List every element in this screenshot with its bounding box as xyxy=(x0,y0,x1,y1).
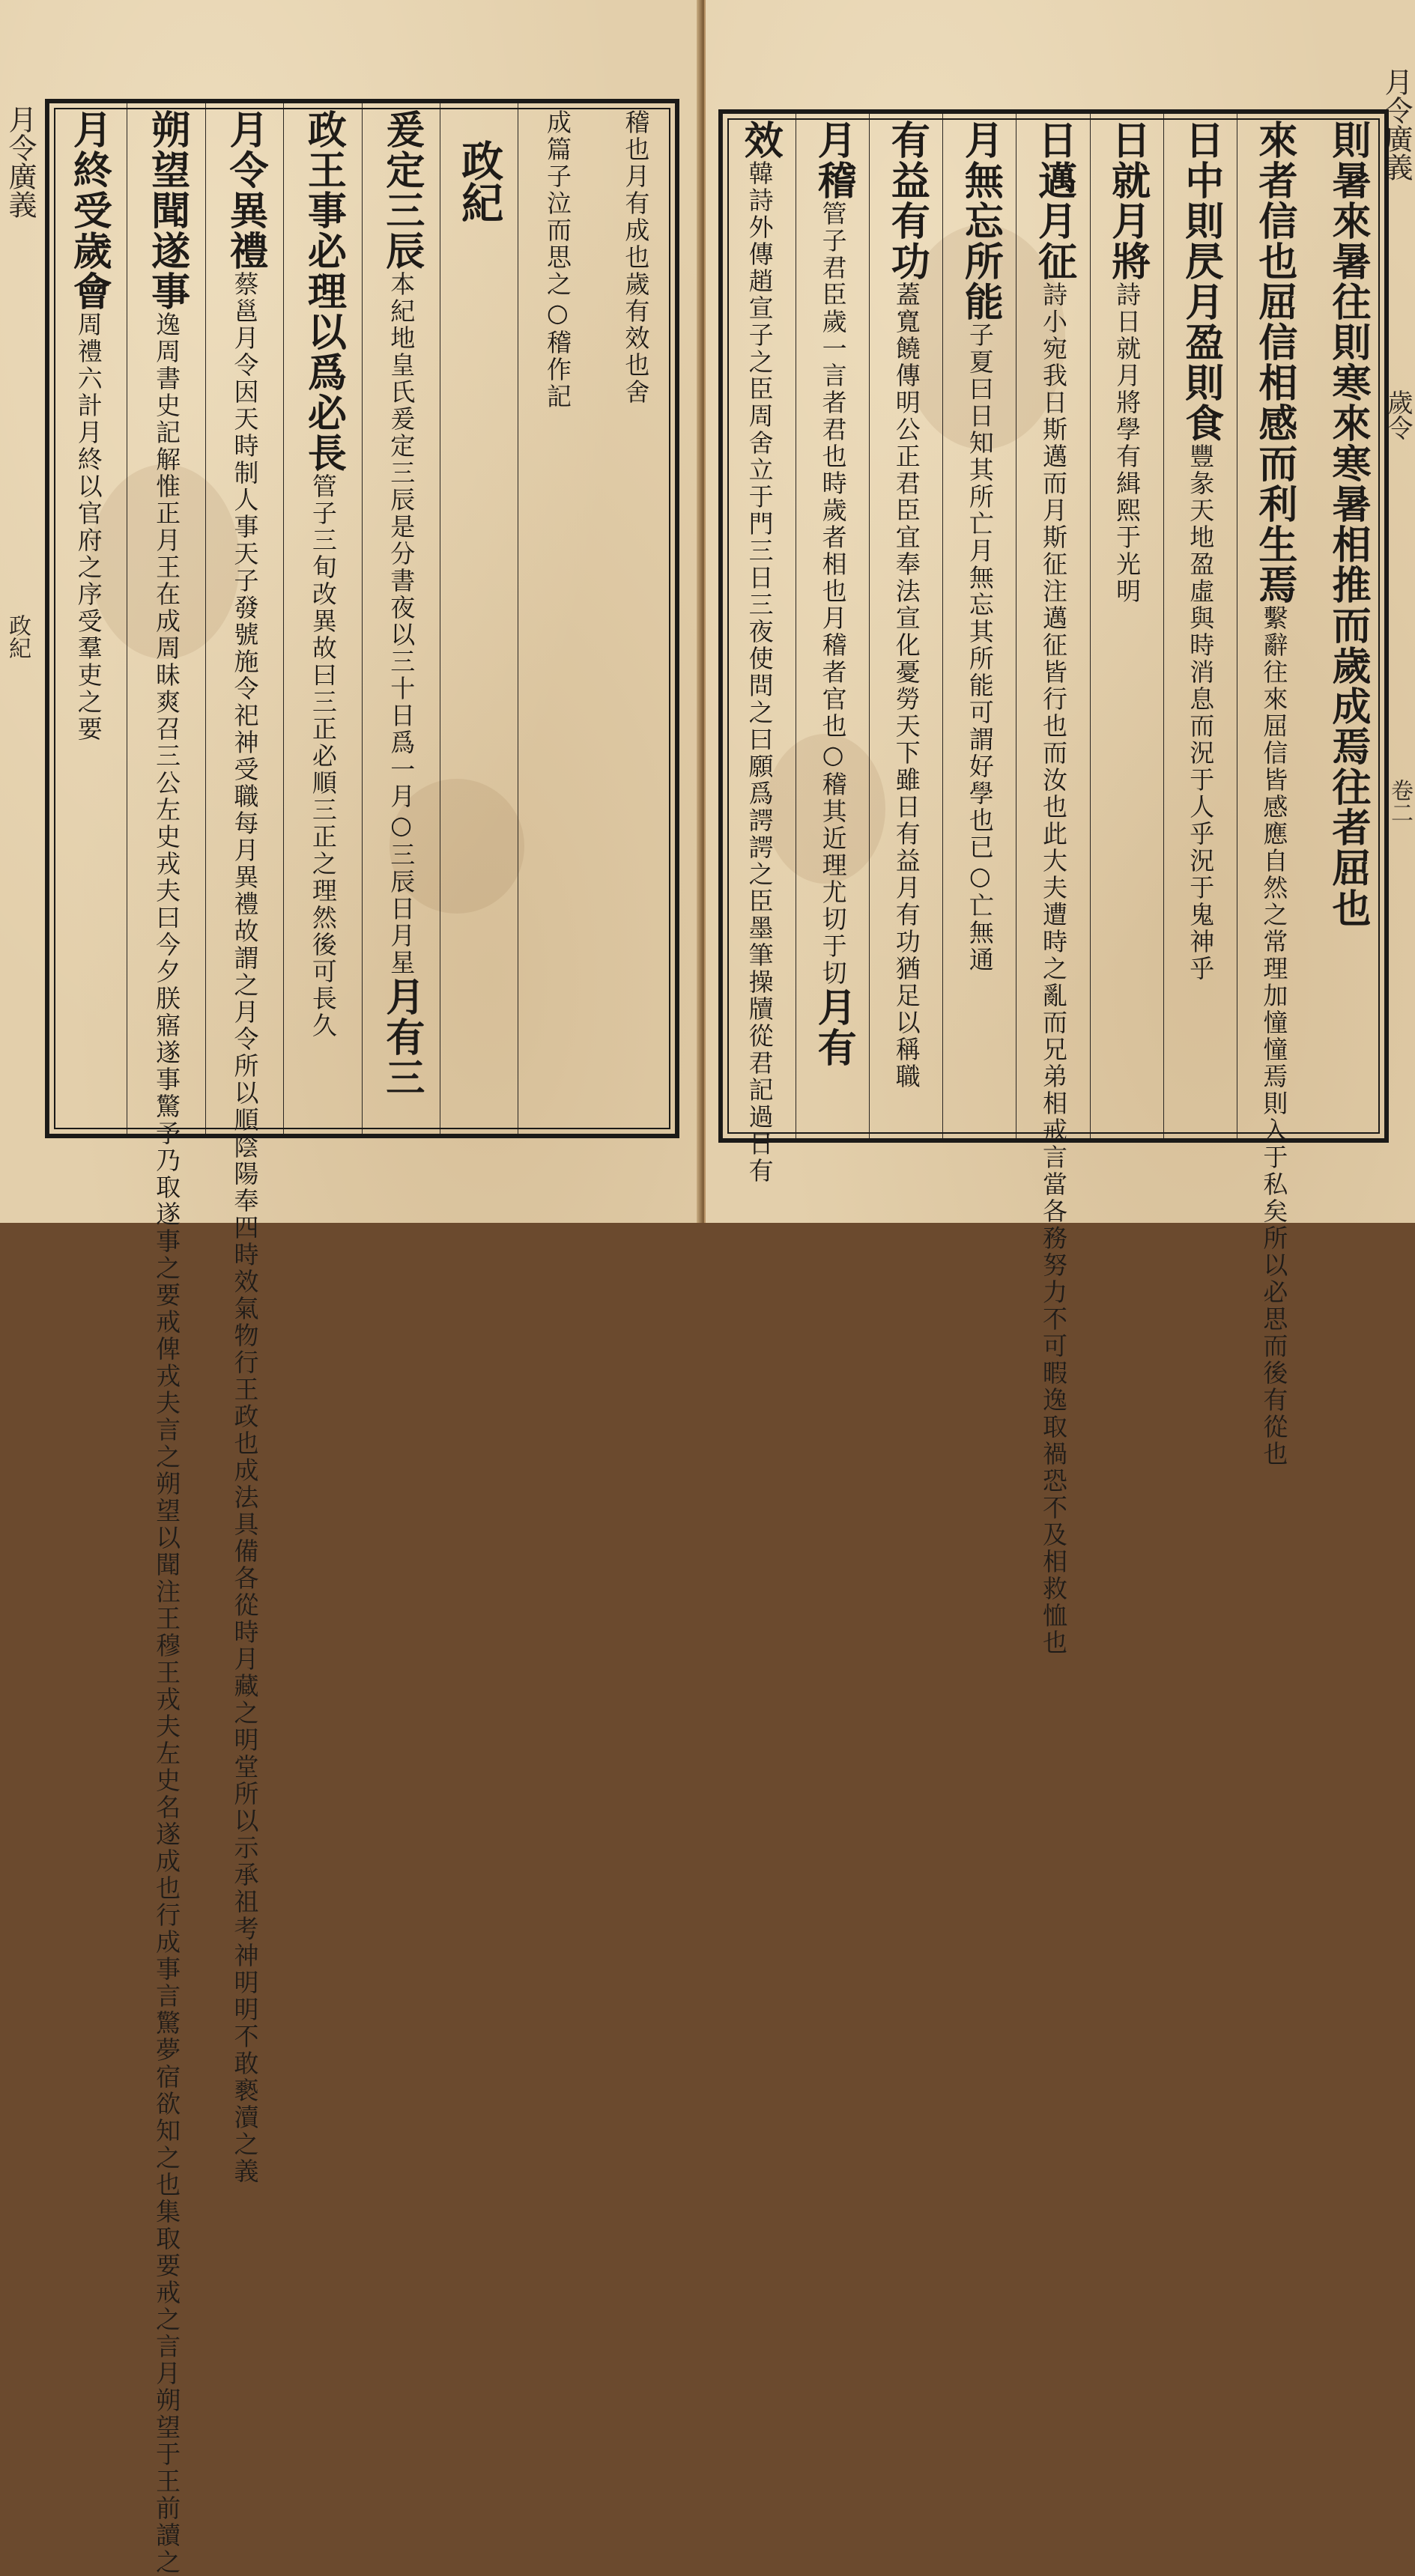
left-text-frame xyxy=(45,99,679,2576)
text-column xyxy=(440,103,518,1134)
commentary-text: 蔡邕月令因天時制人事天子發號施令祀神受職每月異禮故謂之月令所以順陰陽奉四時效氣物行王政也成法具備各從時月藏之明堂所以示承祖考神明明不敢褻瀆之義 xyxy=(230,271,260,2185)
right-margin-page: 卷二 xyxy=(1387,779,1413,824)
main-text: 來者信也屈信相感而利生焉 xyxy=(1251,120,1297,605)
text-column xyxy=(283,103,362,1134)
main-text: 有益有功 xyxy=(884,120,930,282)
main-text: 日邁月征 xyxy=(1031,120,1077,282)
left-margin-title: 月令廣義 xyxy=(4,105,37,219)
main-text: 月有 xyxy=(810,987,857,1068)
left-margin-chapter: 政紀 xyxy=(4,614,31,659)
left-columns xyxy=(49,103,675,2576)
main-text: 爰定三辰 xyxy=(378,109,425,271)
main-text: 月終受歲會 xyxy=(66,109,112,312)
commentary-text: 詩小宛我日斯邁而月斯征注邁征皆行也而汝也此大夫遭時之亂而兄弟相戒言當各務努力不可暇逸取禍恐不及相救恤也 xyxy=(1039,282,1068,1656)
text-column xyxy=(1016,114,1090,1656)
text-column xyxy=(869,114,943,1138)
main-text: 日中則昃月盈則食 xyxy=(1178,120,1224,443)
main-text: 月無忘所能 xyxy=(957,120,1004,322)
text-column xyxy=(49,103,127,1134)
main-text: 日就月將 xyxy=(1104,120,1151,282)
text-column xyxy=(518,103,596,1134)
commentary-text: 子夏曰日知其所亡月無忘其所能可謂好學也已○亡無通 xyxy=(965,322,995,973)
text-column xyxy=(1237,114,1311,1468)
commentary-text: 繫辭往來屈信皆感應自然之常理加憧憧焉則入于私矣所以必思而後有從也 xyxy=(1259,605,1289,1468)
text-column xyxy=(942,114,1016,1138)
right-page xyxy=(704,0,1415,1656)
commentary-text: 本紀地皇氏爰定三辰是分書夜以三十日爲一月○三辰日月星 xyxy=(387,271,416,976)
main-text: 月稽 xyxy=(810,120,857,201)
main-text: 效 xyxy=(737,120,784,160)
main-text: 月有三 xyxy=(378,976,425,1098)
commentary-text: 管子君臣歲一言者君也時歲者相也月稽者官也○稽其近理尤切于切 xyxy=(818,201,848,987)
commentary-text: 豐彖天地盈虛與時消息而況于人乎況于鬼神乎 xyxy=(1186,443,1216,982)
right-margin-chapter: 歲令 xyxy=(1383,389,1413,440)
text-column xyxy=(796,114,870,1138)
right-margin-title: 月令廣義 xyxy=(1380,67,1413,181)
text-column xyxy=(1163,114,1237,1138)
commentary-text: 稽也月有成也歲有效也舍 xyxy=(621,109,651,406)
text-column xyxy=(205,103,284,2185)
text-column xyxy=(362,103,440,1134)
text-column xyxy=(1311,114,1384,1138)
commentary-text: 管子三旬改異故曰三正必順三正之理然後可長久 xyxy=(308,473,338,1039)
main-text: 月令異禮 xyxy=(222,109,268,271)
left-page xyxy=(0,0,702,2576)
commentary-text: 周禮六計月終以官府之序受羣吏之要 xyxy=(73,312,103,743)
commentary-text: 成篇子泣而思之○稽作記 xyxy=(542,109,572,410)
main-text: 則暑來暑往則寒來寒暑相推而歲成焉往者屈也 xyxy=(1324,120,1371,929)
text-column xyxy=(1090,114,1164,1138)
commentary-text: 蓋寬饒傳明公正君臣宜奉法宣化憂勞天下雖日有益月有功猶足以稱職 xyxy=(891,282,921,1090)
main-text: 政王事必理以爲必長 xyxy=(300,109,347,473)
text-column xyxy=(127,103,205,2576)
text-column xyxy=(597,103,675,1134)
section-heading: 政紀 xyxy=(455,139,505,223)
right-columns xyxy=(723,114,1384,1656)
right-text-frame xyxy=(718,109,1389,1656)
commentary-text: 逸周書史記解惟正月王在成周昧爽召三公左史戎夫曰今夕朕寤遂事驚予乃取遂事之要戒俾戎夫言之朔望以聞注王穆王戎夫左史名遂成也行成事言驚夢宿欲知之也集取要戒之言月朔望于王前讀之 xyxy=(152,312,182,2576)
commentary-text: 韓詩外傳趙宣子之臣周舍立于門三日三夜使問之曰願爲諤諤之臣墨筆操牘從君記過日有 xyxy=(745,160,775,1185)
commentary-text: 詩日就月將學有緝熙于光明 xyxy=(1112,282,1142,605)
text-column xyxy=(722,114,796,1185)
main-text: 朔望聞遂事 xyxy=(144,109,190,312)
